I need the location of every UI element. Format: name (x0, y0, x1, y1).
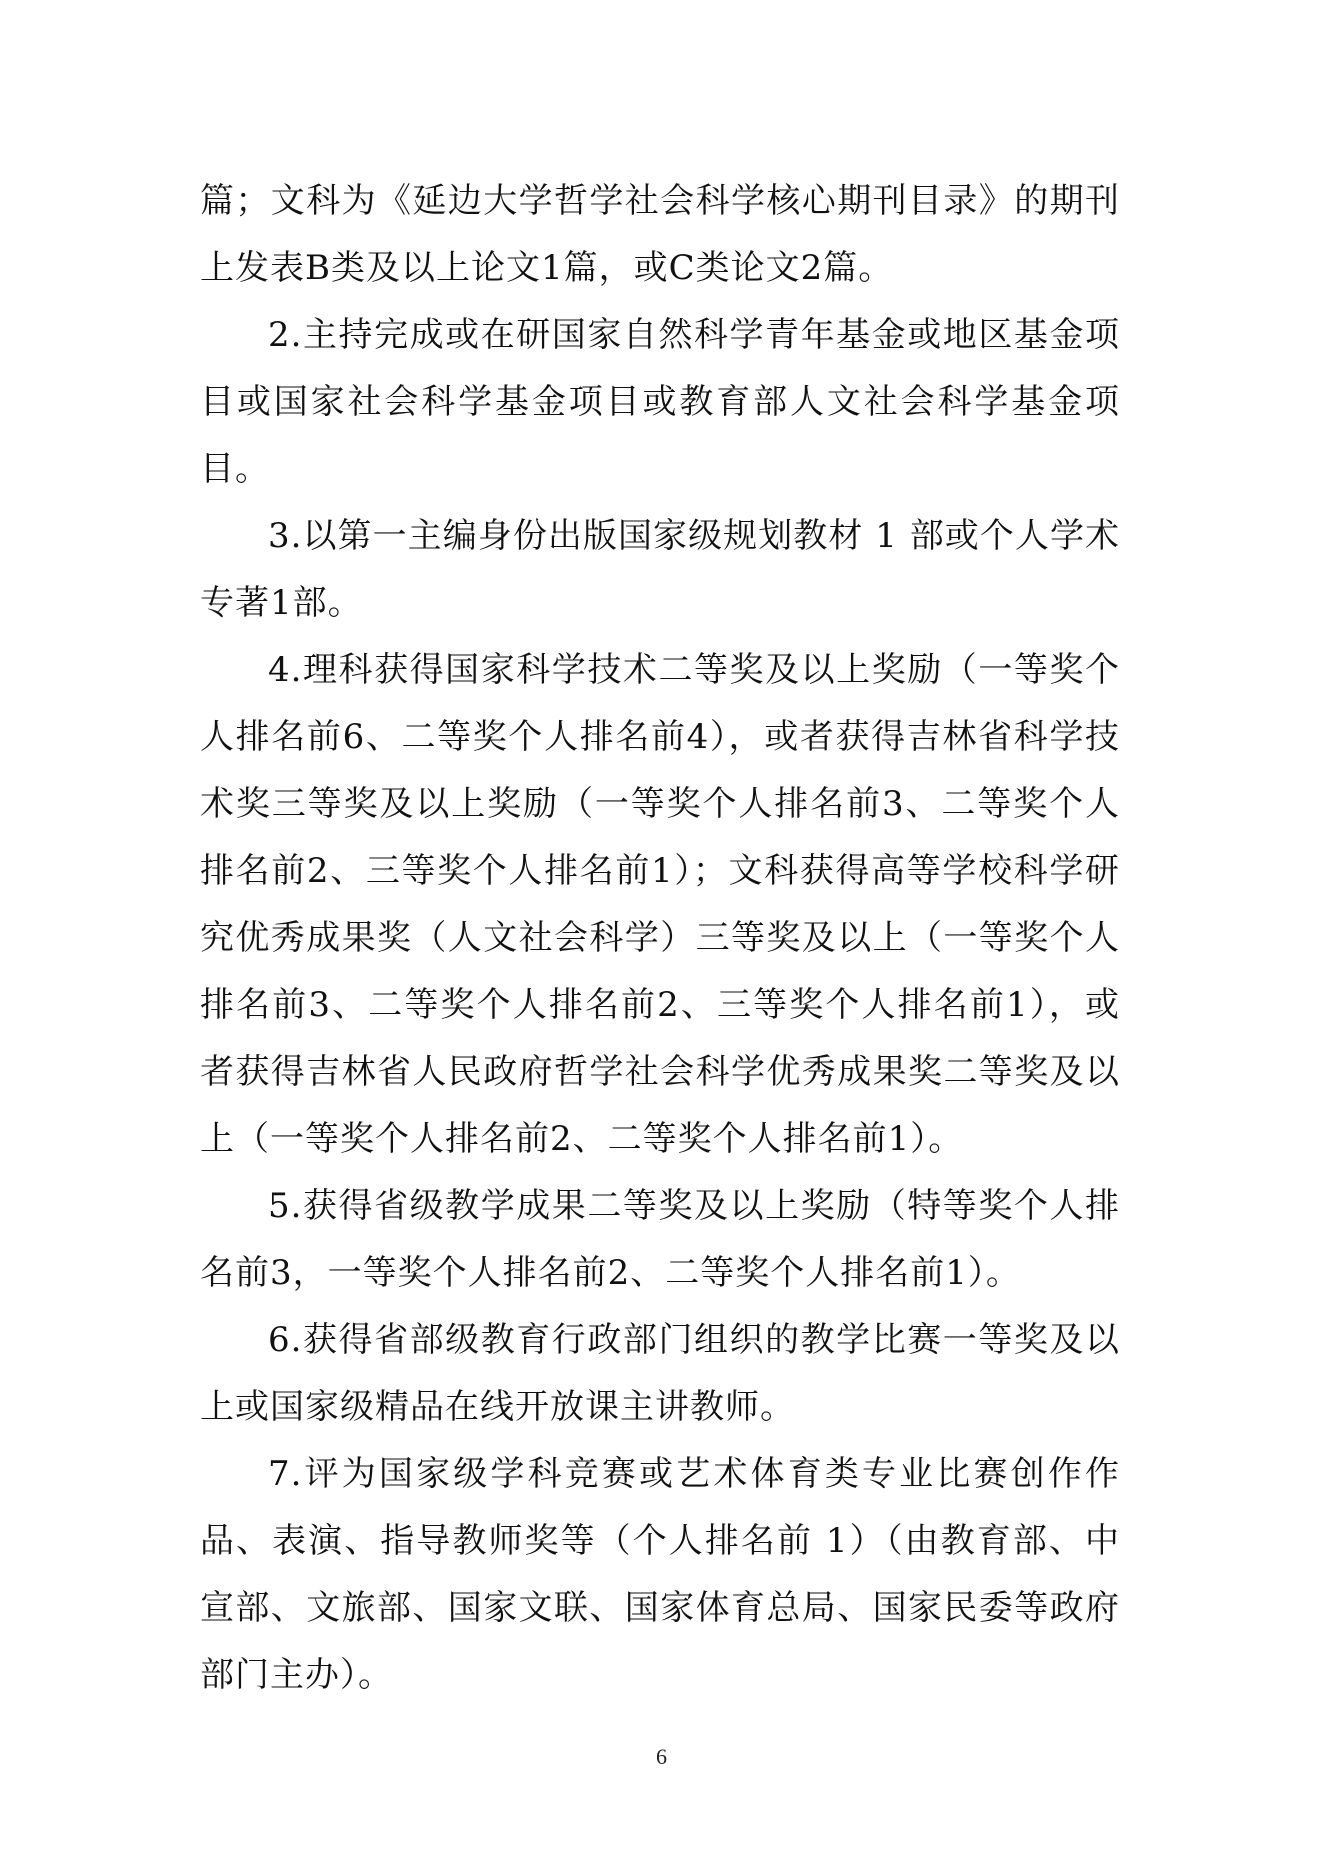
paragraph-item-7: 7.评为国家级学科竞赛或艺术体育类专业比赛创作作品、表演、指导教师奖等（个人排名前 1）（由教育部、中宣部、文旅部、国家文联、国家体育总局、国家民委等政府部门主办）。 (200, 1454, 1120, 1695)
paragraph-item-6: 6.获得省部级教育行政部门组织的教学比赛一等奖及以上或国家级精品在线开放课主讲教师。 (200, 1320, 1120, 1427)
paragraph-continuation: 篇；文科为《延边大学哲学社会科学核心期刊目录》的期刊上发表B类及以上论文1篇，或C类论文2篇。 (200, 181, 1120, 288)
page-number: 6 (656, 1744, 667, 1769)
document-body (200, 168, 1120, 1709)
paragraph-item-3: 3.以第一主编身份出版国家级规划教材 1 部或个人学术专著1部。 (200, 516, 1120, 623)
paragraph-item-2: 2.主持完成或在研国家自然科学青年基金或地区基金项目或国家社会科学基金项目或教育部人文社会科学基金项目。 (200, 315, 1120, 489)
paragraph-item-4: 4.理科获得国家科学技术二等奖及以上奖励（一等奖个人排名前6、二等奖个人排名前4），或者获得吉林省科学技术奖三等奖及以上奖励（一等奖个人排名前3、二等奖个人排名前2、三等奖个人排名前1）；文科获得高等学校科学研究优秀成果奖（人文社会科学）三等奖及以上（一等奖个人排名前3、二等奖个人排名前2、三等奖个人排名前1），或者获得吉林省人民政府哲学社会科学优秀成果奖二等奖及以上（一等奖个人排名前2、二等奖个人排名前1）。 (200, 650, 1120, 1159)
paragraph-item-5: 5.获得省级教学成果二等奖及以上奖励（特等奖个人排名前3，一等奖个人排名前2、二等奖个人排名前1）。 (200, 1186, 1120, 1293)
